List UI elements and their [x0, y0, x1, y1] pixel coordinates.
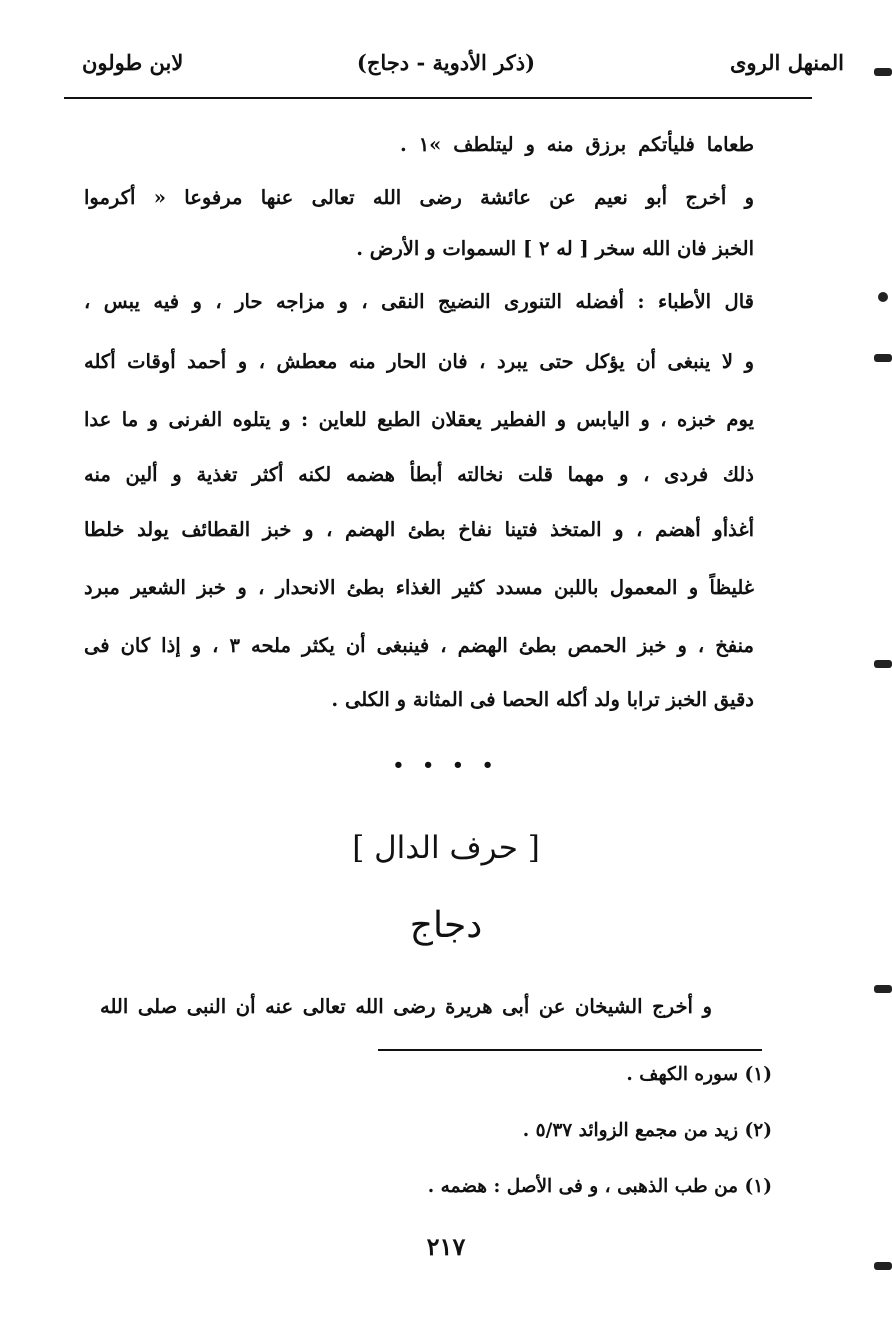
section-title: [ حرف الدال ] — [352, 830, 540, 866]
scan-edge-mark — [874, 68, 892, 76]
running-header-book-title: المنهل الروى — [729, 50, 844, 75]
body-line: قال الأطباء : أفضله التنورى النضيج النقى ، و مزاجه حار ، و فيه يبس ، — [84, 290, 754, 313]
body-line: و لا ينبغى أن يؤكل حتى يبرد ، فان الحار منه معطش ، و أحمد أوقات أكله — [84, 350, 754, 373]
scan-edge-mark — [878, 292, 888, 302]
body-line: و أخرج أبو نعيم عن عائشة رضى الله تعالى عنها مرفوعا « أكرموا — [84, 186, 754, 209]
running-header-author: لابن طولون — [82, 50, 184, 75]
body-line: منفخ ، و خبز الحمص بطئ الهضم ، فينبغى أن يكثر ملحه ٣ ، و إذا كان فى — [84, 634, 754, 657]
footnote: (٢) زيد من مجمع الزوائد ٥/٣٧ . — [522, 1120, 772, 1141]
scan-edge-mark — [874, 354, 892, 362]
scan-edge-mark — [874, 660, 892, 668]
entry-text-line: و أخرج الشيخان عن أبى هريرة رضى الله تعالى عنه أن النبى صلى الله — [100, 995, 712, 1018]
scan-edge-mark — [874, 1262, 892, 1270]
section-separator-dots: • • • • — [392, 755, 500, 776]
footnote-rule — [378, 1049, 762, 1051]
body-line: طعاما فليأتكم برزق منه و ليتلطف »١ . — [400, 133, 755, 156]
body-line: دقيق الخبز ترابا ولد أكله الحصا فى المثانة و الكلى . — [331, 688, 754, 711]
body-line: ذلك فردى ، و مهما قلت نخالته أبطأ هضمه لكنه أكثر تغذية و ألين منه — [84, 463, 754, 486]
page-number: ٢١٧ — [426, 1232, 466, 1261]
body-line: يوم خبزه ، و اليابس و الفطير يعقلان الطبع للعاين : و يتلوه الفرنى و ما عدا — [84, 408, 754, 431]
entry-title: دجاج — [409, 905, 483, 946]
footnote: (١) سوره الكهف . — [626, 1064, 772, 1085]
header-rule — [64, 97, 812, 99]
body-line: غليظاً و المعمول باللبن مسدد كثير الغذاء بطئ الانحدار ، و خبز الشعير مبرد — [84, 576, 754, 599]
scan-edge-mark — [874, 985, 892, 993]
running-header-chapter: (ذكر الأدوية - دجاج) — [356, 50, 536, 75]
body-line: الخبز فان الله سخر [ له ٢ ] السموات و الأرض . — [356, 237, 754, 260]
footnote: (١) من طب الذهبى ، و فى الأصل : هضمه . — [427, 1176, 772, 1197]
body-line: أغذأو أهضم ، و المتخذ فتينا نفاخ بطئ الهضم ، و خبز القطائف يولد خلطا — [84, 518, 754, 541]
